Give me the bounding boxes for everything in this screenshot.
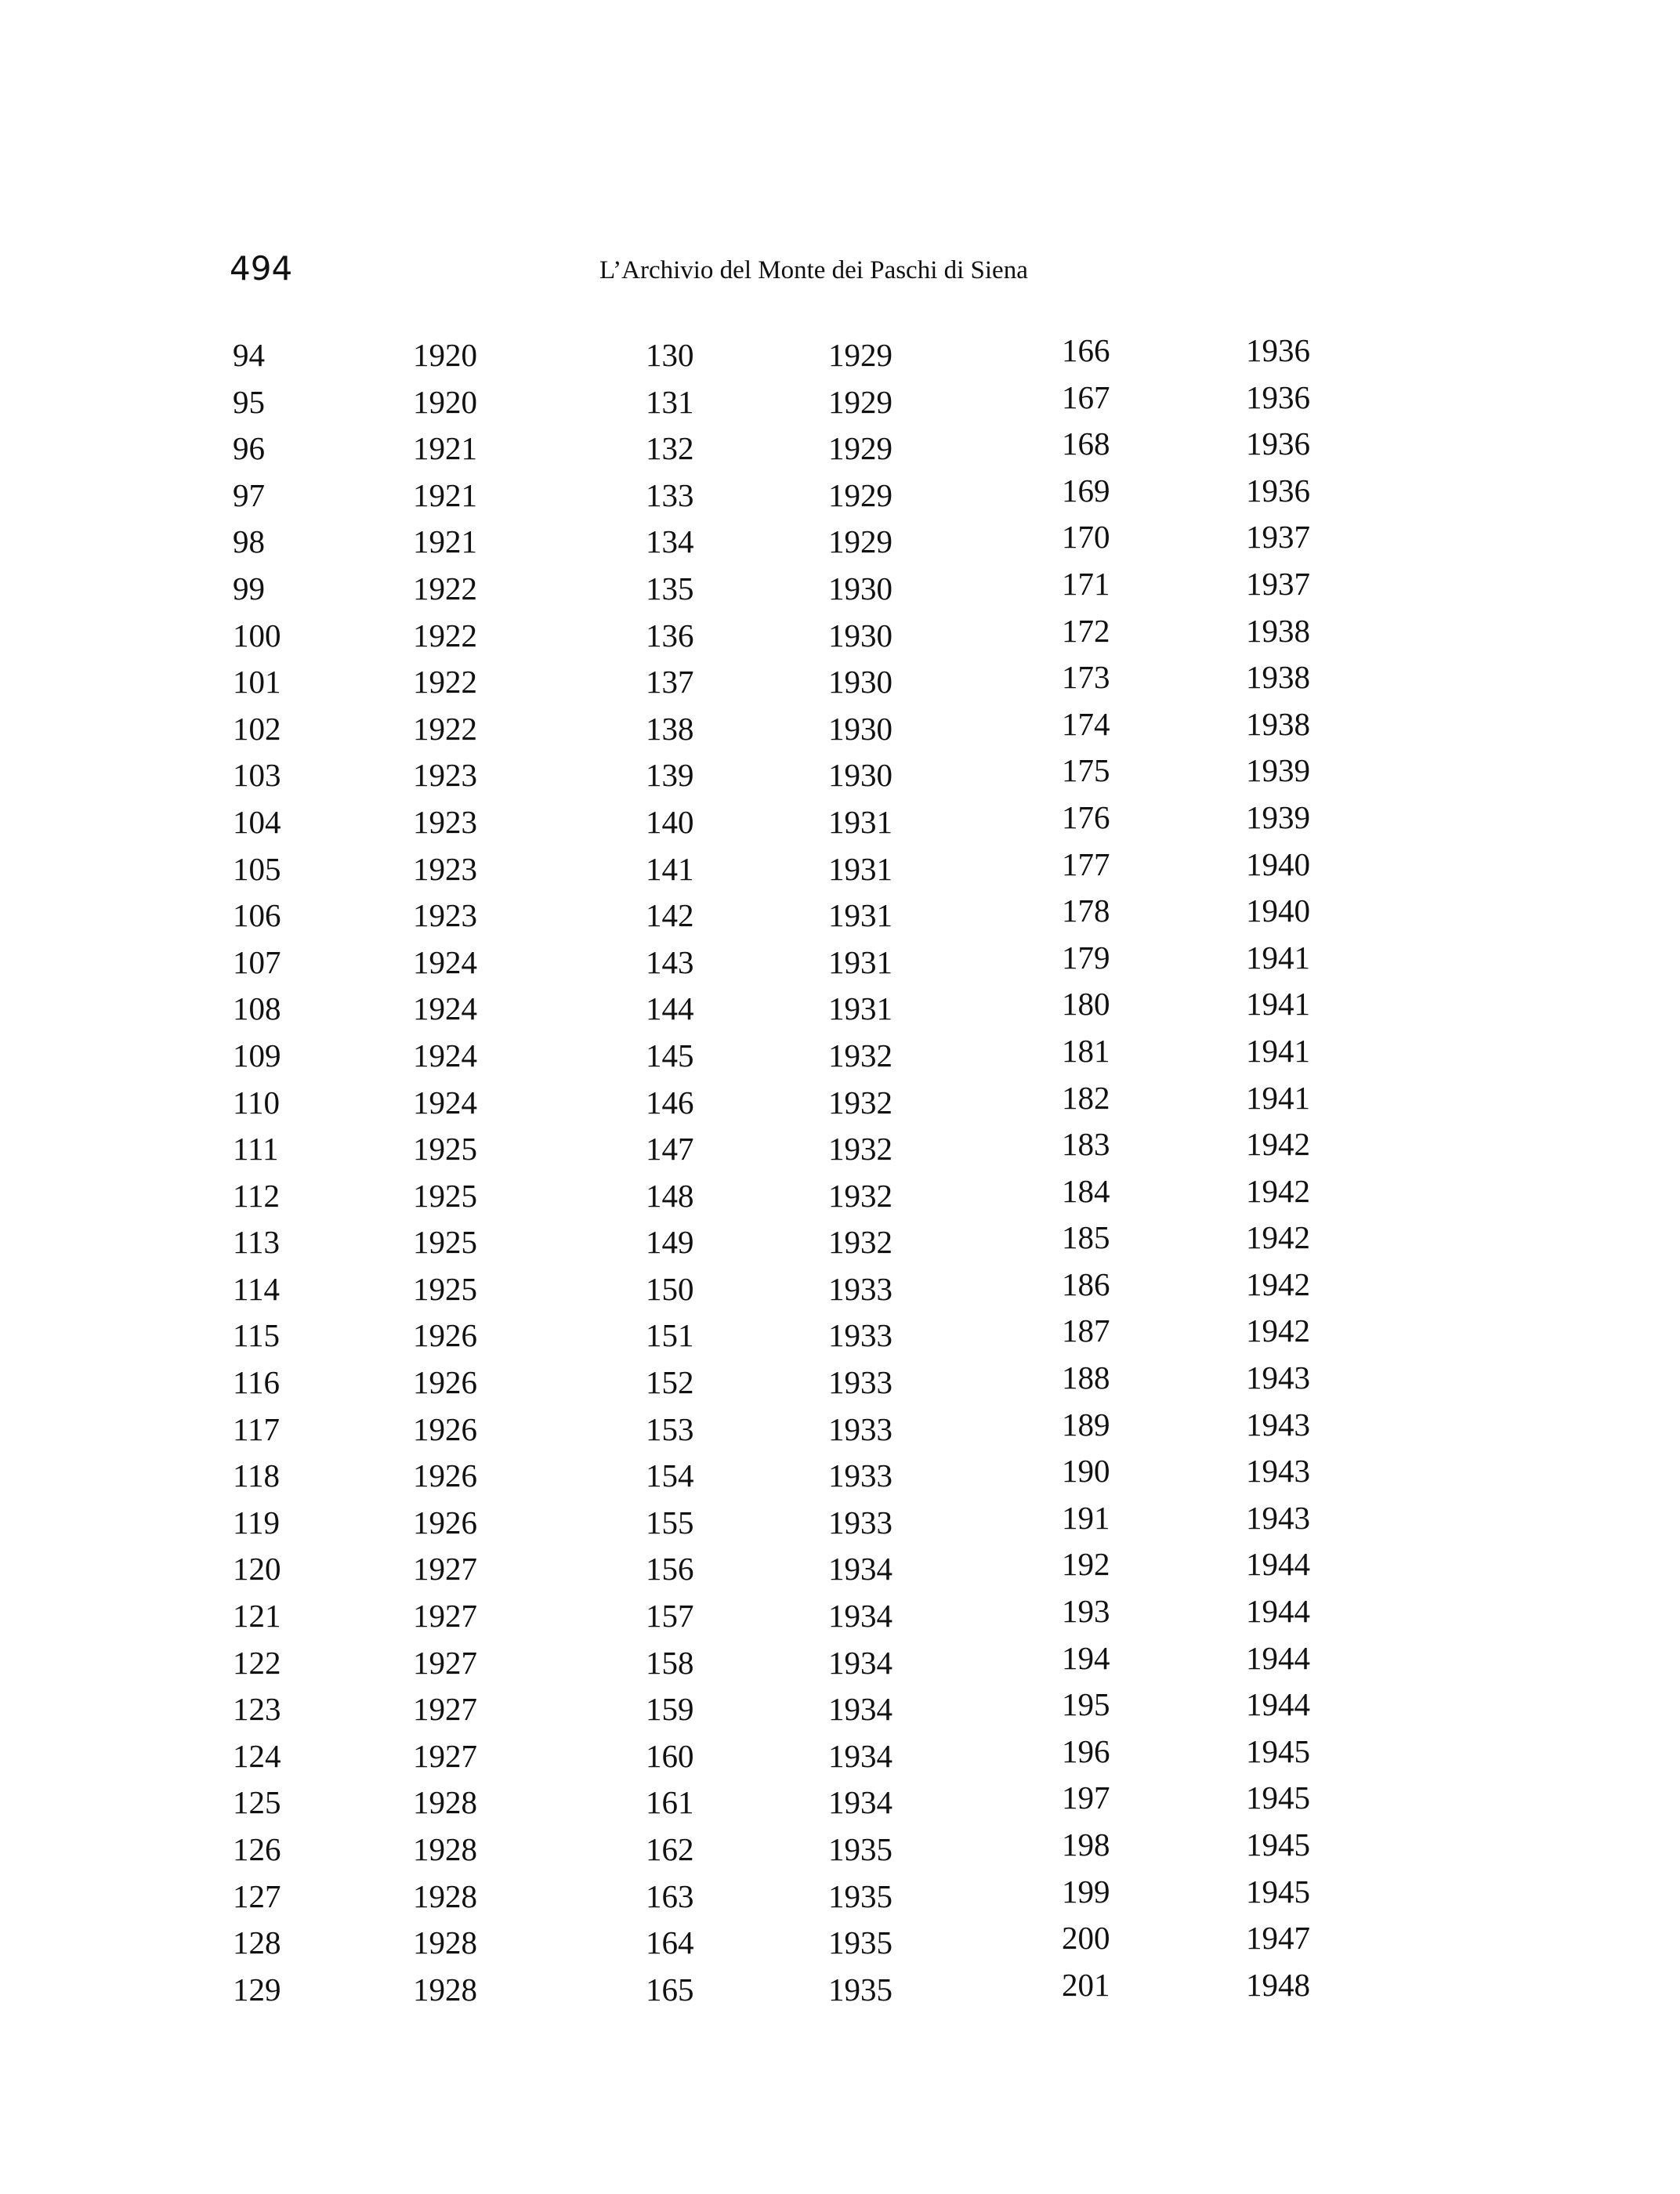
table-cell: 144 — [646, 990, 694, 1027]
table-cell: 96 — [233, 430, 265, 467]
page-number: 494 — [230, 249, 293, 288]
table-cell: 1931 — [828, 897, 892, 934]
table-cell: 1942 — [1246, 1265, 1310, 1302]
table-cell: 1934 — [828, 1598, 892, 1635]
table-cell: 1940 — [1246, 892, 1310, 929]
table-cell: 99 — [233, 570, 265, 606]
table-cell: 195 — [1062, 1686, 1110, 1723]
table-cell: 138 — [646, 710, 694, 747]
table-cell: 179 — [1062, 939, 1110, 976]
table-cell: 189 — [1062, 1406, 1110, 1443]
table-cell: 156 — [646, 1551, 694, 1588]
table-cell: 1923 — [413, 850, 477, 887]
table-cell: 142 — [646, 897, 694, 934]
table-cell: 134 — [646, 523, 694, 560]
table-cell: 113 — [233, 1224, 280, 1261]
table-cell: 1923 — [413, 897, 477, 934]
table-cell: 103 — [233, 757, 281, 794]
table-cell: 1937 — [1246, 519, 1310, 556]
table-cell: 185 — [1062, 1219, 1110, 1256]
table-cell: 1933 — [828, 1410, 892, 1447]
table-cell: 167 — [1062, 378, 1110, 415]
table-cell: 161 — [646, 1784, 694, 1821]
table-cell: 1922 — [413, 617, 477, 653]
table-cell: 1922 — [413, 664, 477, 701]
table-cell: 174 — [1062, 705, 1110, 742]
table-cell: 1943 — [1246, 1453, 1310, 1490]
table-cell: 1942 — [1246, 1312, 1310, 1349]
table-cell: 1929 — [828, 476, 892, 513]
table-cell: 128 — [233, 1924, 281, 1961]
table-cell: 175 — [1062, 752, 1110, 789]
table-cell: 1944 — [1246, 1593, 1310, 1630]
table-cell: 1928 — [413, 1831, 477, 1867]
table-cell: 1943 — [1246, 1359, 1310, 1396]
table-cell: 1933 — [828, 1317, 892, 1354]
table-cell: 193 — [1062, 1593, 1110, 1630]
table-cell: 165 — [646, 1971, 694, 2008]
table-cell: 1930 — [828, 710, 892, 747]
table-cell: 97 — [233, 476, 265, 513]
table-cell: 1944 — [1246, 1639, 1310, 1676]
table-cell: 1924 — [413, 1037, 477, 1073]
table-cell: 1920 — [413, 337, 477, 373]
table-cell: 168 — [1062, 425, 1110, 462]
table-cell: 122 — [233, 1644, 281, 1681]
table-cell: 159 — [646, 1691, 694, 1728]
table-cell: 143 — [646, 943, 694, 980]
table-cell: 180 — [1062, 986, 1110, 1023]
table-cell: 1928 — [413, 1971, 477, 2008]
table-cell: 1928 — [413, 1924, 477, 1961]
table-cell: 1927 — [413, 1644, 477, 1681]
table-cell: 1933 — [828, 1270, 892, 1307]
table-cell: 104 — [233, 803, 281, 840]
table-cell: 1922 — [413, 570, 477, 606]
table-cell: 136 — [646, 617, 694, 653]
table-cell: 1925 — [413, 1131, 477, 1168]
table-cell: 141 — [646, 850, 694, 887]
table-cell: 164 — [646, 1924, 694, 1961]
table-cell: 133 — [646, 476, 694, 513]
table-cell: 157 — [646, 1598, 694, 1635]
table-cell: 1925 — [413, 1224, 477, 1261]
table-cell: 94 — [233, 337, 265, 373]
table-cell: 191 — [1062, 1499, 1110, 1536]
table-cell: 1941 — [1246, 1079, 1310, 1116]
table-cell: 199 — [1062, 1873, 1110, 1910]
table-cell: 1943 — [1246, 1499, 1310, 1536]
table-cell: 184 — [1062, 1172, 1110, 1209]
table-cell: 1935 — [828, 1924, 892, 1961]
table-cell: 137 — [646, 664, 694, 701]
table-cell: 1944 — [1246, 1686, 1310, 1723]
table-cell: 1948 — [1246, 1966, 1310, 2003]
table-cell: 110 — [233, 1084, 280, 1121]
table-cell: 152 — [646, 1364, 694, 1401]
table-cell: 149 — [646, 1224, 694, 1261]
table-cell: 1932 — [828, 1037, 892, 1073]
table-cell: 166 — [1062, 332, 1110, 368]
table-cell: 151 — [646, 1317, 694, 1354]
table-column-numbers-3 — [1062, 328, 1218, 2008]
table-cell: 170 — [1062, 519, 1110, 556]
table-cell: 150 — [646, 1270, 694, 1307]
table-cell: 1932 — [828, 1177, 892, 1214]
table-cell: 1923 — [413, 757, 477, 794]
table-cell: 201 — [1062, 1966, 1110, 2003]
table-cell: 198 — [1062, 1827, 1110, 1863]
table-cell: 173 — [1062, 659, 1110, 696]
table-cell: 196 — [1062, 1732, 1110, 1769]
table-cell: 1942 — [1246, 1219, 1310, 1256]
table-cell: 132 — [646, 430, 694, 467]
table-cell: 1940 — [1246, 845, 1310, 882]
table-cell: 1933 — [828, 1457, 892, 1494]
table-cell: 158 — [646, 1644, 694, 1681]
table-cell: 200 — [1062, 1920, 1110, 1957]
table-cell: 105 — [233, 850, 281, 887]
table-cell: 1945 — [1246, 1873, 1310, 1910]
table-cell: 1921 — [413, 476, 477, 513]
table-cell: 1937 — [1246, 565, 1310, 602]
table-cell: 114 — [233, 1270, 280, 1307]
table-cell: 107 — [233, 943, 281, 980]
table-cell: 95 — [233, 383, 265, 420]
table-cell: 1938 — [1246, 659, 1310, 696]
table-cell: 1926 — [413, 1457, 477, 1494]
table-cell: 1939 — [1246, 752, 1310, 789]
table-cell: 125 — [233, 1784, 281, 1821]
table-cell: 154 — [646, 1457, 694, 1494]
table-cell: 1934 — [828, 1644, 892, 1681]
table-cell: 1922 — [413, 710, 477, 747]
table-cell: 162 — [646, 1831, 694, 1867]
table-cell: 183 — [1062, 1126, 1110, 1163]
table-cell: 1929 — [828, 383, 892, 420]
table-cell: 192 — [1062, 1546, 1110, 1583]
table-cell: 1930 — [828, 570, 892, 606]
table-cell: 126 — [233, 1831, 281, 1867]
table-cell: 1936 — [1246, 472, 1310, 509]
table-cell: 124 — [233, 1737, 281, 1774]
table-cell: 1927 — [413, 1551, 477, 1588]
table-cell: 178 — [1062, 892, 1110, 929]
table-cell: 1930 — [828, 617, 892, 653]
table-cell: 169 — [1062, 472, 1110, 509]
table-cell: 120 — [233, 1551, 281, 1588]
table-cell: 1924 — [413, 1084, 477, 1121]
table-cell: 1945 — [1246, 1827, 1310, 1863]
table-cell: 1935 — [828, 1971, 892, 2008]
table-cell: 101 — [233, 664, 281, 701]
table-cell: 177 — [1062, 845, 1110, 882]
table-column-years-2 — [828, 332, 985, 2013]
table-column-years-1 — [413, 332, 570, 2013]
table-cell: 108 — [233, 990, 281, 1027]
table-cell: 182 — [1062, 1079, 1110, 1116]
table-cell: 1939 — [1246, 798, 1310, 835]
table-cell: 1932 — [828, 1224, 892, 1261]
table-cell: 1932 — [828, 1131, 892, 1168]
table-cell: 1931 — [828, 943, 892, 980]
table-cell: 146 — [646, 1084, 694, 1121]
table-cell: 121 — [233, 1598, 281, 1635]
table-cell: 1923 — [413, 803, 477, 840]
table-cell: 1926 — [413, 1410, 477, 1447]
table-cell: 148 — [646, 1177, 694, 1214]
table-column-numbers-1 — [233, 332, 389, 2013]
table-cell: 1925 — [413, 1270, 477, 1307]
table-cell: 1927 — [413, 1737, 477, 1774]
table-cell: 1921 — [413, 523, 477, 560]
table-cell: 1927 — [413, 1598, 477, 1635]
table-cell: 131 — [646, 383, 694, 420]
table-cell: 1926 — [413, 1504, 477, 1541]
table-cell: 1928 — [413, 1784, 477, 1821]
table-cell: 119 — [233, 1504, 280, 1541]
table-cell: 140 — [646, 803, 694, 840]
table-cell: 1930 — [828, 664, 892, 701]
table-cell: 1944 — [1246, 1546, 1310, 1583]
table-cell: 100 — [233, 617, 281, 653]
table-cell: 116 — [233, 1364, 280, 1401]
table-cell: 112 — [233, 1177, 280, 1214]
table-cell: 111 — [233, 1131, 279, 1168]
table-cell: 106 — [233, 897, 281, 934]
table-cell: 1947 — [1246, 1920, 1310, 1957]
running-head-title: L’Archivio del Monte dei Paschi di Siena — [599, 256, 1028, 284]
table-cell: 1920 — [413, 383, 477, 420]
table-cell: 188 — [1062, 1359, 1110, 1396]
table-cell: 1935 — [828, 1831, 892, 1867]
table-cell: 1934 — [828, 1784, 892, 1821]
table-cell: 163 — [646, 1877, 694, 1914]
table-cell: 1933 — [828, 1504, 892, 1541]
table-cell: 118 — [233, 1457, 280, 1494]
table-cell: 127 — [233, 1877, 281, 1914]
table-cell: 1926 — [413, 1317, 477, 1354]
table-cell: 1936 — [1246, 425, 1310, 462]
table-cell: 1929 — [828, 430, 892, 467]
table-cell: 1921 — [413, 430, 477, 467]
table-cell: 1931 — [828, 803, 892, 840]
table-cell: 190 — [1062, 1453, 1110, 1490]
table-cell: 1945 — [1246, 1779, 1310, 1816]
table-cell: 102 — [233, 710, 281, 747]
table-cell: 1945 — [1246, 1732, 1310, 1769]
table-cell: 1931 — [828, 990, 892, 1027]
table-cell: 117 — [233, 1410, 280, 1447]
table-cell: 109 — [233, 1037, 281, 1073]
table-cell: 1935 — [828, 1877, 892, 1914]
table-cell: 123 — [233, 1691, 281, 1728]
table-cell: 197 — [1062, 1779, 1110, 1816]
table-cell: 160 — [646, 1737, 694, 1774]
table-cell: 1929 — [828, 337, 892, 373]
table-cell: 1930 — [828, 757, 892, 794]
table-cell: 1938 — [1246, 612, 1310, 649]
table-cell: 186 — [1062, 1265, 1110, 1302]
table-cell: 1936 — [1246, 378, 1310, 415]
table-cell: 130 — [646, 337, 694, 373]
table-cell: 129 — [233, 1971, 281, 2008]
table-cell: 1926 — [413, 1364, 477, 1401]
table-cell: 1941 — [1246, 1032, 1310, 1069]
table-cell: 1933 — [828, 1364, 892, 1401]
table-cell: 115 — [233, 1317, 280, 1354]
table-cell: 1942 — [1246, 1126, 1310, 1163]
table-cell: 1934 — [828, 1691, 892, 1728]
table-cell: 139 — [646, 757, 694, 794]
table-cell: 135 — [646, 570, 694, 606]
table-cell: 1929 — [828, 523, 892, 560]
table-cell: 1925 — [413, 1177, 477, 1214]
table-cell: 181 — [1062, 1032, 1110, 1069]
table-cell: 171 — [1062, 565, 1110, 602]
table-cell: 1927 — [413, 1691, 477, 1728]
table-cell: 155 — [646, 1504, 694, 1541]
table-cell: 1942 — [1246, 1172, 1310, 1209]
table-cell: 187 — [1062, 1312, 1110, 1349]
table-cell: 145 — [646, 1037, 694, 1073]
table-column-numbers-2 — [646, 332, 802, 2013]
table-cell: 1924 — [413, 943, 477, 980]
table-cell: 1931 — [828, 850, 892, 887]
table-cell: 147 — [646, 1131, 694, 1168]
table-cell: 1943 — [1246, 1406, 1310, 1443]
table-cell: 1924 — [413, 990, 477, 1027]
table-cell: 1932 — [828, 1084, 892, 1121]
table-cell: 153 — [646, 1410, 694, 1447]
table-cell: 1941 — [1246, 939, 1310, 976]
table-cell: 1934 — [828, 1551, 892, 1588]
table-cell: 1936 — [1246, 332, 1310, 368]
table-cell: 98 — [233, 523, 265, 560]
table-cell: 172 — [1062, 612, 1110, 649]
table-cell: 1934 — [828, 1737, 892, 1774]
table-cell: 1941 — [1246, 986, 1310, 1023]
table-cell: 194 — [1062, 1639, 1110, 1676]
table-column-years-3 — [1246, 328, 1403, 2008]
table-cell: 1928 — [413, 1877, 477, 1914]
table-cell: 176 — [1062, 798, 1110, 835]
table-cell: 1938 — [1246, 705, 1310, 742]
